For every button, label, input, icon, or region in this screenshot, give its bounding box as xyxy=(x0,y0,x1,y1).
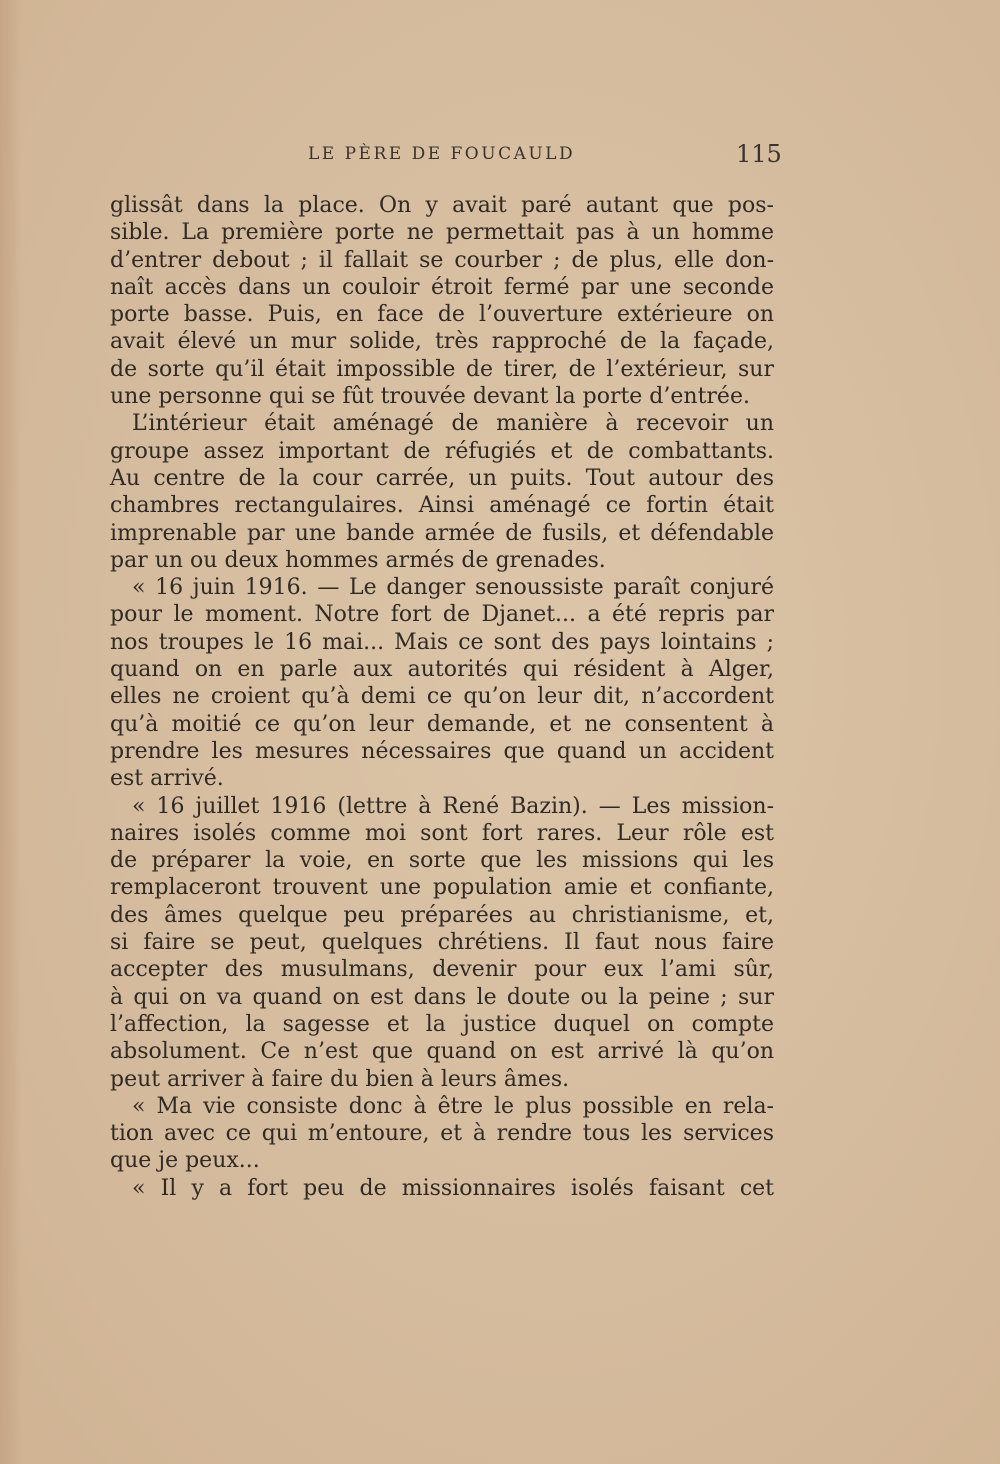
text-line: pour le moment. Notre fort de Djanet... a été repris par xyxy=(110,602,774,628)
text-line: est arrivé. xyxy=(110,766,224,792)
text-line: imprenable par une bande armée de fusils, et défendable xyxy=(110,520,774,546)
text-line: si faire se peut, quelques chrétiens. Il faut nous faire xyxy=(110,930,774,956)
text-line: glissât dans la place. On y avait paré autant que pos- xyxy=(110,193,774,218)
text-line: « Il y a fort peu de missionnaires isolés faisant cet xyxy=(132,1175,774,1201)
text-line: avait élevé un mur solide, très rapproché de la façade, xyxy=(110,329,774,355)
text-line: « 16 juillet 1916 (lettre à René Bazin). — Les mission- xyxy=(132,793,774,819)
text-line: qu’à moitié ce qu’on leur demande, et ne consentent à xyxy=(110,711,774,737)
text-line: elles ne croient qu’à demi ce qu’on leur dit, n’accordent xyxy=(110,684,774,710)
text-line: porte basse. Puis, en face de l’ouverture extérieure on xyxy=(110,302,774,328)
text-line: par un ou deux hommes armés de grenades. xyxy=(110,547,606,573)
text-line: de préparer la voie, en sorte que les missions qui les xyxy=(110,848,774,874)
text-line: peut arriver à faire du bien à leurs âmes. xyxy=(110,1066,570,1092)
text-line: naît accès dans un couloir étroit fermé par une seconde xyxy=(110,274,774,300)
text-line: « Ma vie consiste donc à être le plus possible en rela- xyxy=(132,1093,774,1119)
running-header xyxy=(0,140,1000,170)
text-line: naires isolés comme moi sont fort rares. Leur rôle est xyxy=(110,820,774,846)
text-line: tion avec ce qui m’entoure, et à rendre tous les services xyxy=(110,1121,774,1147)
text-line: à qui on va quand on est dans le doute ou la peine ; sur xyxy=(110,984,774,1010)
text-line: prendre les mesures nécessaires que quand un accident xyxy=(110,738,774,764)
page-spine-shadow xyxy=(0,0,22,1464)
text-line: une personne qui se fût trouvée devant la porte d’entrée. xyxy=(110,384,750,410)
text-line: « 16 juin 1916. — Le danger senoussiste paraît conjuré xyxy=(132,575,774,601)
text-line: groupe assez important de réfugiés et de combattants. xyxy=(110,438,774,464)
text-line: l’affection, la sagesse et la justice duquel on compte xyxy=(110,1011,774,1037)
running-title: LE PÈRE DE FOUCAULD xyxy=(308,144,576,164)
page-number: 115 xyxy=(736,140,782,168)
body-text xyxy=(110,192,774,1202)
text-line: nos troupes le 16 mai... Mais ce sont des pays lointains ; xyxy=(110,629,774,655)
text-line: que je peux... xyxy=(110,1148,260,1174)
text-line: quand on en parle aux autorités qui résident à Alger, xyxy=(110,657,774,683)
text-line: accepter des musulmans, devenir pour eux l’ami sûr, xyxy=(110,957,774,983)
text-line: de sorte qu’il était impossible de tirer, de l’extérieur, sur xyxy=(110,356,774,382)
text-line: chambres rectangulaires. Ainsi aménagé ce fortin était xyxy=(110,493,774,519)
text-line: remplaceront trouvent une population amie et confiante, xyxy=(110,875,774,901)
text-line: d’entrer debout ; il fallait se courber ; de plus, elle don- xyxy=(110,247,774,273)
text-line: L’intérieur était aménagé de manière à recevoir un xyxy=(132,411,774,437)
text-line: sible. La première porte ne permettait pas à un homme xyxy=(110,220,774,246)
text-line: Au centre de la cour carrée, un puits. Tout autour des xyxy=(110,465,774,491)
text-line: des âmes quelque peu préparées au christianisme, et, xyxy=(110,902,774,928)
text-line: absolument. Ce n’est que quand on est arrivé là qu’on xyxy=(110,1039,774,1065)
